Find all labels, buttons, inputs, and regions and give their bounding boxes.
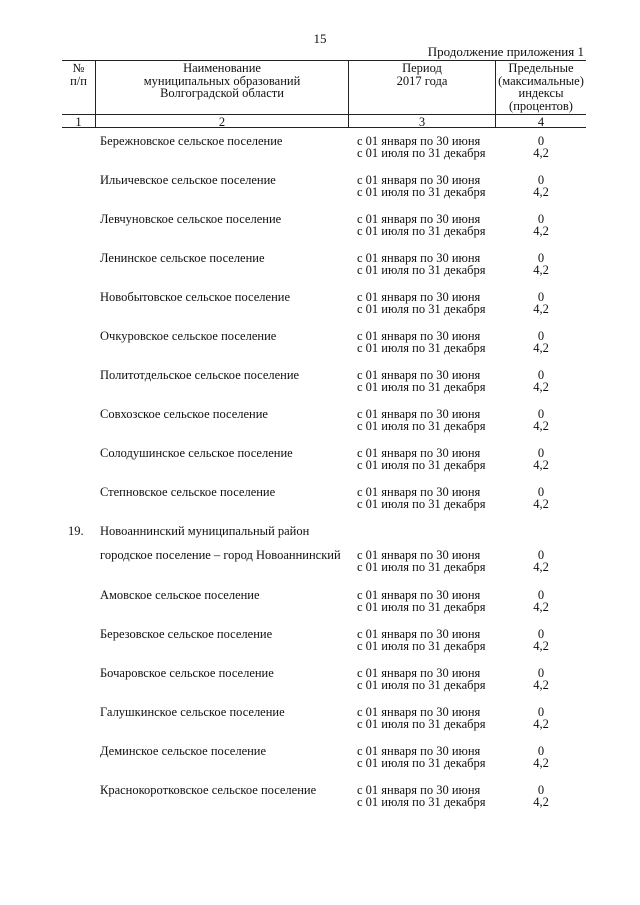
- index-second-half: 4,2: [533, 639, 549, 653]
- period-second-half: с 01 июля по 31 декабря: [357, 341, 486, 355]
- index-first-half: 0: [537, 368, 545, 382]
- index-first-half: 0: [537, 134, 545, 148]
- period-first-half: с 01 января по 30 июня: [357, 588, 481, 602]
- period-second-half: с 01 июля по 31 декабря: [357, 756, 486, 770]
- municipality-name: Совхозское сельское поселение: [100, 407, 268, 421]
- period-first-half: с 01 января по 30 июня: [357, 329, 481, 343]
- index-first-half: 0: [537, 173, 545, 187]
- period-second-half: с 01 июля по 31 декабря: [357, 717, 486, 731]
- period-first-half: с 01 января по 30 июня: [357, 173, 481, 187]
- period-second-half: с 01 июля по 31 декабря: [357, 639, 486, 653]
- header-col-index-line4: (процентов): [509, 98, 573, 113]
- header-col-name-line1: Наименование: [183, 61, 261, 75]
- index-first-half: 0: [537, 548, 545, 562]
- period-second-half: с 01 июля по 31 декабря: [357, 380, 486, 394]
- period-first-half: с 01 января по 30 июня: [357, 705, 481, 719]
- period-first-half: с 01 января по 30 июня: [357, 368, 481, 382]
- column-number-2: 2: [218, 115, 226, 129]
- period-first-half: с 01 января по 30 июня: [357, 251, 481, 265]
- index-second-half: 4,2: [533, 341, 549, 355]
- period-second-half: с 01 июля по 31 декабря: [357, 263, 486, 277]
- period-second-half: с 01 июля по 31 декабря: [357, 497, 486, 511]
- header-col-period-line1: Период: [402, 61, 442, 75]
- municipality-name: Политотдельское сельское поселение: [100, 368, 300, 382]
- period-second-half: с 01 июля по 31 декабря: [357, 146, 486, 160]
- period-second-half: с 01 июля по 31 декабря: [357, 678, 486, 692]
- column-number-4: 4: [537, 115, 545, 129]
- row-number: 19.: [68, 524, 84, 538]
- index-first-half: 0: [537, 212, 545, 226]
- municipality-name: Краснокоротковское сельское поселение: [100, 783, 317, 797]
- index-second-half: 4,2: [533, 146, 549, 160]
- period-first-half: с 01 января по 30 июня: [357, 212, 481, 226]
- header-col-name-line2: муниципальных образований: [143, 73, 301, 88]
- period-first-half: с 01 января по 30 июня: [357, 744, 481, 758]
- index-second-half: 4,2: [533, 756, 549, 770]
- page-number: 15: [313, 31, 327, 46]
- index-first-half: 0: [537, 705, 545, 719]
- period-second-half: с 01 июля по 31 декабря: [357, 419, 486, 433]
- period-first-half: с 01 января по 30 июня: [357, 290, 481, 304]
- municipality-name: Очкуровское сельское поселение: [100, 329, 277, 343]
- header-col-name-line3: Волгоградской области: [160, 86, 284, 100]
- index-first-half: 0: [537, 446, 545, 460]
- municipality-name: Новобытовское сельское поселение: [100, 290, 291, 304]
- municipality-name: Ильичевское сельское поселение: [100, 173, 276, 187]
- municipality-name: Деминское сельское поселение: [100, 744, 267, 758]
- index-second-half: 4,2: [533, 380, 549, 394]
- index-second-half: 4,2: [533, 560, 549, 574]
- period-first-half: с 01 января по 30 июня: [357, 407, 481, 421]
- period-first-half: с 01 января по 30 июня: [357, 666, 481, 680]
- period-second-half: с 01 июля по 31 декабря: [357, 224, 486, 238]
- index-second-half: 4,2: [533, 600, 549, 614]
- period-first-half: с 01 января по 30 июня: [357, 548, 481, 562]
- index-first-half: 0: [537, 783, 545, 797]
- period-first-half: с 01 января по 30 июня: [357, 134, 481, 148]
- header-col-period-line2: 2017 года: [396, 73, 448, 88]
- period-second-half: с 01 июля по 31 декабря: [357, 560, 486, 574]
- period-second-half: с 01 июля по 31 декабря: [357, 795, 486, 809]
- municipality-name: Галушкинское сельское поселение: [100, 705, 285, 719]
- index-second-half: 4,2: [533, 263, 549, 277]
- index-second-half: 4,2: [533, 419, 549, 433]
- period-first-half: с 01 января по 30 июня: [357, 627, 481, 641]
- municipality-name: Левчуновское сельское поселение: [100, 212, 282, 226]
- index-first-half: 0: [537, 485, 545, 499]
- index-second-half: 4,2: [533, 497, 549, 511]
- municipality-name: Бережновское сельское поселение: [100, 134, 283, 148]
- column-number-1: 1: [75, 115, 82, 129]
- index-second-half: 4,2: [533, 458, 549, 472]
- index-second-half: 4,2: [533, 185, 549, 199]
- municipality-name: Амовское сельское поселение: [100, 588, 260, 602]
- index-first-half: 0: [537, 329, 545, 343]
- header-col-index-line1: Предельные: [508, 61, 574, 75]
- index-first-half: 0: [537, 627, 545, 641]
- header-col-index-line3: индексы: [518, 86, 564, 100]
- municipality-name: Новоаннинский муниципальный район: [100, 524, 310, 538]
- municipality-name: Ленинское сельское поселение: [100, 251, 265, 265]
- period-second-half: с 01 июля по 31 декабря: [357, 185, 486, 199]
- period-first-half: с 01 января по 30 июня: [357, 446, 481, 460]
- municipality-name: Бочаровское сельское поселение: [100, 666, 274, 680]
- index-first-half: 0: [537, 744, 545, 758]
- period-second-half: с 01 июля по 31 декабря: [357, 600, 486, 614]
- municipality-name: Солодушинское сельское поселение: [100, 446, 293, 460]
- municipality-name: Степновское сельское поселение: [100, 485, 276, 499]
- index-first-half: 0: [537, 251, 545, 265]
- index-second-half: 4,2: [533, 678, 549, 692]
- period-second-half: с 01 июля по 31 декабря: [357, 302, 486, 316]
- continuation-label: Продолжение приложения 1: [427, 44, 584, 59]
- index-first-half: 0: [537, 588, 545, 602]
- period-second-half: с 01 июля по 31 декабря: [357, 458, 486, 472]
- index-second-half: 4,2: [533, 795, 549, 809]
- header-col-index-line2: (максимальные): [498, 73, 584, 88]
- index-second-half: 4,2: [533, 302, 549, 316]
- index-first-half: 0: [537, 290, 545, 304]
- header-col-number-line1: №: [72, 61, 85, 75]
- municipality-name: Березовское сельское поселение: [100, 627, 273, 641]
- index-first-half: 0: [537, 407, 545, 421]
- header-col-number-line2: п/п: [70, 73, 87, 88]
- index-second-half: 4,2: [533, 717, 549, 731]
- period-first-half: с 01 января по 30 июня: [357, 485, 481, 499]
- index-second-half: 4,2: [533, 224, 549, 238]
- municipality-name: городское поселение – город Новоаннинский: [100, 548, 341, 562]
- index-first-half: 0: [537, 666, 545, 680]
- column-number-3: 3: [418, 115, 426, 129]
- period-first-half: с 01 января по 30 июня: [357, 783, 481, 797]
